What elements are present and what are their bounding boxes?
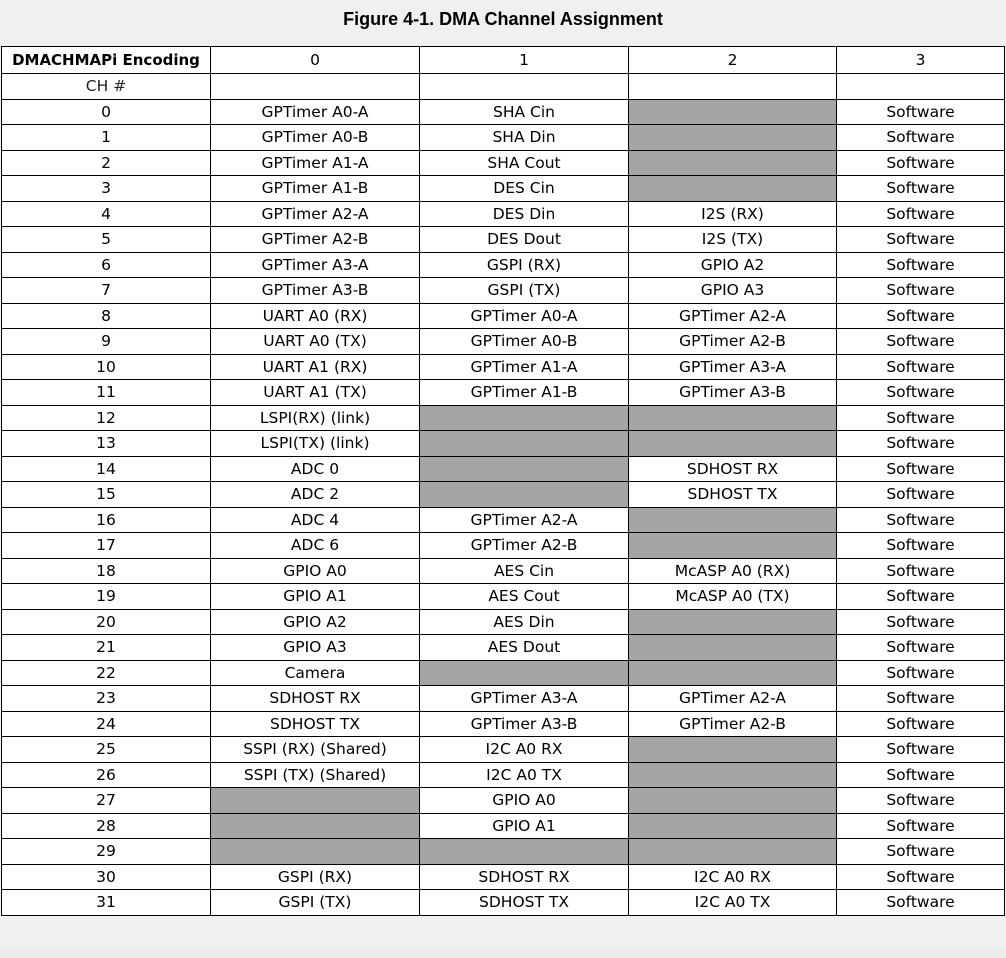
channel-number: 19 — [2, 584, 211, 610]
unassigned-cell — [420, 482, 629, 508]
assignment-cell-enc-0: GPTimer A1-A — [211, 150, 420, 176]
channel-label: CH # — [2, 74, 211, 100]
assignment-cell-enc-0: Camera — [211, 660, 420, 686]
assignment-cell-enc-0: GPTimer A2-A — [211, 201, 420, 227]
assignment-cell-enc-1: SDHOST RX — [420, 864, 629, 890]
assignment-cell-enc-0: GPIO A0 — [211, 558, 420, 584]
assignment-cell-enc-3: Software — [837, 813, 1005, 839]
assignment-cell-enc-0: GPIO A1 — [211, 584, 420, 610]
assignment-cell-enc-2: I2S (TX) — [629, 227, 837, 253]
unassigned-cell — [629, 507, 837, 533]
assignment-cell-enc-3: Software — [837, 176, 1005, 202]
assignment-cell-enc-0: GPTimer A2-B — [211, 227, 420, 253]
table-row — [2, 150, 1005, 176]
assignment-cell-enc-0: ADC 4 — [211, 507, 420, 533]
table-row — [2, 125, 1005, 151]
assignment-cell-enc-1: I2C A0 RX — [420, 737, 629, 763]
channel-number: 27 — [2, 788, 211, 814]
encoding-0-header: 0 — [211, 47, 420, 74]
assignment-cell-enc-1: AES Cin — [420, 558, 629, 584]
assignment-cell-enc-0: ADC 6 — [211, 533, 420, 559]
unassigned-cell — [629, 609, 837, 635]
unassigned-cell — [420, 431, 629, 457]
unassigned-cell — [629, 813, 837, 839]
assignment-cell-enc-0: GPTimer A3-A — [211, 252, 420, 278]
channel-number: 2 — [2, 150, 211, 176]
table-row — [2, 303, 1005, 329]
assignment-cell-enc-3: Software — [837, 99, 1005, 125]
channel-number: 23 — [2, 686, 211, 712]
channel-number: 14 — [2, 456, 211, 482]
unassigned-cell — [629, 405, 837, 431]
table-row — [2, 762, 1005, 788]
assignment-cell-enc-0: GSPI (TX) — [211, 890, 420, 916]
assignment-cell-enc-0: GPTimer A3-B — [211, 278, 420, 304]
table-row — [2, 431, 1005, 457]
assignment-cell-enc-3: Software — [837, 558, 1005, 584]
assignment-cell-enc-3: Software — [837, 788, 1005, 814]
channel-number: 28 — [2, 813, 211, 839]
table-row — [2, 660, 1005, 686]
channel-header-blank — [837, 74, 1005, 100]
channel-number: 18 — [2, 558, 211, 584]
assignment-cell-enc-1: GPTimer A0-B — [420, 329, 629, 355]
assignment-cell-enc-2: SDHOST RX — [629, 456, 837, 482]
table-row — [2, 635, 1005, 661]
table-row — [2, 456, 1005, 482]
assignment-cell-enc-3: Software — [837, 456, 1005, 482]
assignment-cell-enc-3: Software — [837, 405, 1005, 431]
assignment-cell-enc-0: GPIO A2 — [211, 609, 420, 635]
assignment-cell-enc-2: McASP A0 (TX) — [629, 584, 837, 610]
assignment-cell-enc-2: I2C A0 RX — [629, 864, 837, 890]
channel-number: 15 — [2, 482, 211, 508]
unassigned-cell — [629, 839, 837, 865]
channel-number: 21 — [2, 635, 211, 661]
assignment-cell-enc-1: GSPI (TX) — [420, 278, 629, 304]
unassigned-cell — [420, 839, 629, 865]
assignment-cell-enc-2: SDHOST TX — [629, 482, 837, 508]
assignment-cell-enc-1: DES Cin — [420, 176, 629, 202]
assignment-cell-enc-0: GPTimer A0-A — [211, 99, 420, 125]
assignment-cell-enc-2: GPTimer A2-A — [629, 303, 837, 329]
channel-number: 0 — [2, 99, 211, 125]
assignment-cell-enc-3: Software — [837, 609, 1005, 635]
table-row — [2, 711, 1005, 737]
encoding-label: DMACHMAPi Encoding — [2, 47, 211, 74]
assignment-cell-enc-0: GPTimer A0-B — [211, 125, 420, 151]
table-row — [2, 839, 1005, 865]
assignment-cell-enc-2: GPTimer A2-B — [629, 711, 837, 737]
assignment-cell-enc-3: Software — [837, 686, 1005, 712]
unassigned-cell — [629, 431, 837, 457]
assignment-cell-enc-0: ADC 2 — [211, 482, 420, 508]
assignment-cell-enc-1: GPTimer A1-B — [420, 380, 629, 406]
assignment-cell-enc-0: UART A0 (RX) — [211, 303, 420, 329]
channel-number: 22 — [2, 660, 211, 686]
unassigned-cell — [629, 176, 837, 202]
table-row — [2, 584, 1005, 610]
channel-number: 8 — [2, 303, 211, 329]
assignment-cell-enc-2: GPIO A2 — [629, 252, 837, 278]
assignment-cell-enc-2: I2S (RX) — [629, 201, 837, 227]
assignment-cell-enc-3: Software — [837, 762, 1005, 788]
assignment-cell-enc-1: I2C A0 TX — [420, 762, 629, 788]
assignment-cell-enc-3: Software — [837, 864, 1005, 890]
assignment-cell-enc-3: Software — [837, 839, 1005, 865]
unassigned-cell — [629, 150, 837, 176]
assignment-cell-enc-3: Software — [837, 431, 1005, 457]
channel-number: 1 — [2, 125, 211, 151]
channel-header-row — [2, 74, 1005, 100]
assignment-cell-enc-3: Software — [837, 482, 1005, 508]
table-row — [2, 737, 1005, 763]
table-row — [2, 813, 1005, 839]
channel-number: 3 — [2, 176, 211, 202]
assignment-cell-enc-3: Software — [837, 380, 1005, 406]
assignment-cell-enc-3: Software — [837, 507, 1005, 533]
table-row — [2, 227, 1005, 253]
assignment-cell-enc-1: AES Din — [420, 609, 629, 635]
channel-number: 5 — [2, 227, 211, 253]
assignment-cell-enc-1: AES Dout — [420, 635, 629, 661]
assignment-cell-enc-0: SSPI (RX) (Shared) — [211, 737, 420, 763]
assignment-cell-enc-0: GSPI (RX) — [211, 864, 420, 890]
assignment-cell-enc-2: GPIO A3 — [629, 278, 837, 304]
channel-number: 4 — [2, 201, 211, 227]
assignment-cell-enc-3: Software — [837, 533, 1005, 559]
assignment-cell-enc-3: Software — [837, 354, 1005, 380]
table-row — [2, 507, 1005, 533]
channel-number: 29 — [2, 839, 211, 865]
assignment-cell-enc-2: GPTimer A3-A — [629, 354, 837, 380]
assignment-cell-enc-0: GPTimer A1-B — [211, 176, 420, 202]
assignment-cell-enc-1: GPTimer A3-A — [420, 686, 629, 712]
encoding-2-header: 2 — [629, 47, 837, 74]
channel-number: 10 — [2, 354, 211, 380]
channel-number: 30 — [2, 864, 211, 890]
unassigned-cell — [629, 737, 837, 763]
table-body — [2, 47, 1005, 916]
table-row — [2, 864, 1005, 890]
assignment-cell-enc-2: GPTimer A2-A — [629, 686, 837, 712]
unassigned-cell — [629, 788, 837, 814]
assignment-cell-enc-0: SDHOST TX — [211, 711, 420, 737]
assignment-cell-enc-2: GPTimer A2-B — [629, 329, 837, 355]
assignment-cell-enc-3: Software — [837, 125, 1005, 151]
unassigned-cell — [629, 533, 837, 559]
assignment-cell-enc-0: UART A1 (TX) — [211, 380, 420, 406]
channel-number: 11 — [2, 380, 211, 406]
encoding-1-header: 1 — [420, 47, 629, 74]
table-row — [2, 176, 1005, 202]
table-row — [2, 558, 1005, 584]
assignment-cell-enc-3: Software — [837, 635, 1005, 661]
channel-number: 7 — [2, 278, 211, 304]
table-row — [2, 609, 1005, 635]
assignment-cell-enc-1: GPIO A0 — [420, 788, 629, 814]
figure-caption: Figure 4-1. DMA Channel Assignment — [343, 9, 663, 29]
unassigned-cell — [629, 99, 837, 125]
assignment-cell-enc-1: SHA Din — [420, 125, 629, 151]
assignment-cell-enc-1: SHA Cin — [420, 99, 629, 125]
table-row — [2, 201, 1005, 227]
assignment-cell-enc-0: LSPI(RX) (link) — [211, 405, 420, 431]
assignment-cell-enc-3: Software — [837, 660, 1005, 686]
assignment-cell-enc-1: SDHOST TX — [420, 890, 629, 916]
channel-number: 25 — [2, 737, 211, 763]
table-row — [2, 354, 1005, 380]
channel-number: 26 — [2, 762, 211, 788]
unassigned-cell — [211, 788, 420, 814]
assignment-cell-enc-3: Software — [837, 252, 1005, 278]
table-row — [2, 533, 1005, 559]
assignment-cell-enc-3: Software — [837, 201, 1005, 227]
channel-number: 6 — [2, 252, 211, 278]
assignment-cell-enc-1: SHA Cout — [420, 150, 629, 176]
table-row — [2, 99, 1005, 125]
channel-number: 16 — [2, 507, 211, 533]
assignment-cell-enc-0: LSPI(TX) (link) — [211, 431, 420, 457]
assignment-cell-enc-1: GPTimer A1-A — [420, 354, 629, 380]
assignment-cell-enc-1: GPTimer A0-A — [420, 303, 629, 329]
assignment-cell-enc-0: GPIO A3 — [211, 635, 420, 661]
assignment-cell-enc-0: SSPI (TX) (Shared) — [211, 762, 420, 788]
channel-number: 12 — [2, 405, 211, 431]
assignment-cell-enc-2: I2C A0 TX — [629, 890, 837, 916]
channel-header-blank — [211, 74, 420, 100]
assignment-cell-enc-1: DES Dout — [420, 227, 629, 253]
assignment-cell-enc-3: Software — [837, 737, 1005, 763]
channel-number: 13 — [2, 431, 211, 457]
unassigned-cell — [629, 635, 837, 661]
assignment-cell-enc-0: ADC 0 — [211, 456, 420, 482]
unassigned-cell — [420, 660, 629, 686]
assignment-cell-enc-0: SDHOST RX — [211, 686, 420, 712]
assignment-cell-enc-3: Software — [837, 329, 1005, 355]
encoding-header-row — [2, 47, 1005, 74]
assignment-cell-enc-3: Software — [837, 278, 1005, 304]
assignment-cell-enc-3: Software — [837, 303, 1005, 329]
dma-channel-table — [1, 46, 1005, 916]
assignment-cell-enc-1: GPTimer A3-B — [420, 711, 629, 737]
unassigned-cell — [211, 839, 420, 865]
table-row — [2, 686, 1005, 712]
assignment-cell-enc-1: GSPI (RX) — [420, 252, 629, 278]
unassigned-cell — [629, 125, 837, 151]
assignment-cell-enc-3: Software — [837, 711, 1005, 737]
unassigned-cell — [629, 762, 837, 788]
assignment-cell-enc-1: GPTimer A2-B — [420, 533, 629, 559]
assignment-cell-enc-3: Software — [837, 890, 1005, 916]
assignment-cell-enc-1: AES Cout — [420, 584, 629, 610]
channel-number: 31 — [2, 890, 211, 916]
unassigned-cell — [629, 660, 837, 686]
table-row — [2, 405, 1005, 431]
assignment-cell-enc-3: Software — [837, 584, 1005, 610]
assignment-cell-enc-0: UART A0 (TX) — [211, 329, 420, 355]
encoding-3-header: 3 — [837, 47, 1005, 74]
assignment-cell-enc-0: UART A1 (RX) — [211, 354, 420, 380]
table-row — [2, 252, 1005, 278]
assignment-cell-enc-2: GPTimer A3-B — [629, 380, 837, 406]
table-row — [2, 482, 1005, 508]
channel-header-blank — [629, 74, 837, 100]
channel-number: 17 — [2, 533, 211, 559]
unassigned-cell — [420, 405, 629, 431]
channel-number: 20 — [2, 609, 211, 635]
table-row — [2, 788, 1005, 814]
channel-number: 24 — [2, 711, 211, 737]
assignment-cell-enc-1: GPIO A1 — [420, 813, 629, 839]
assignment-cell-enc-2: McASP A0 (RX) — [629, 558, 837, 584]
channel-header-blank — [420, 74, 629, 100]
table-row — [2, 278, 1005, 304]
table-row — [2, 380, 1005, 406]
assignment-cell-enc-1: DES Din — [420, 201, 629, 227]
assignment-cell-enc-1: GPTimer A2-A — [420, 507, 629, 533]
channel-number: 9 — [2, 329, 211, 355]
table-row — [2, 890, 1005, 916]
table-row — [2, 329, 1005, 355]
assignment-cell-enc-3: Software — [837, 150, 1005, 176]
page-bottom-bar — [0, 950, 1006, 958]
unassigned-cell — [420, 456, 629, 482]
assignment-cell-enc-3: Software — [837, 227, 1005, 253]
unassigned-cell — [211, 813, 420, 839]
